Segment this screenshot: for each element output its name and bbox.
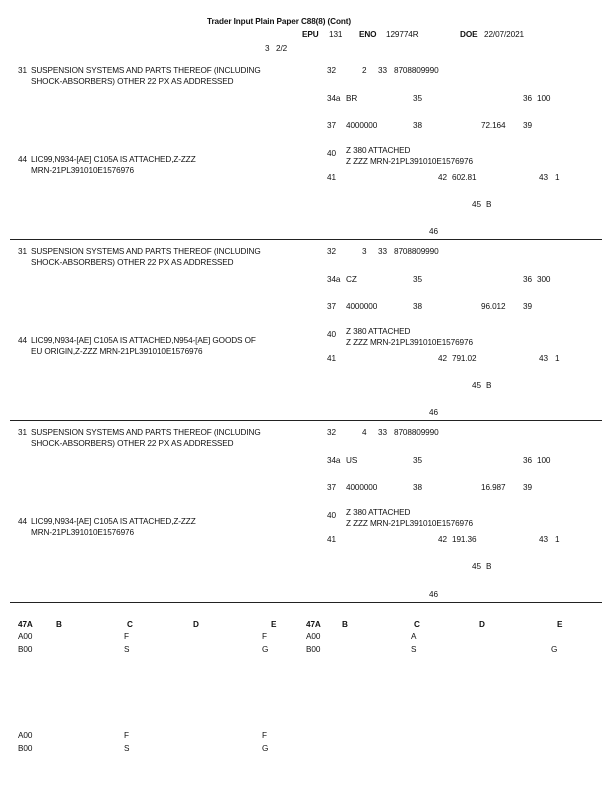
tax-type-code: A00 (18, 632, 33, 641)
tax-method-code: F (262, 632, 267, 641)
tax-right-header-b: B (342, 620, 348, 629)
tax-method-code: G (262, 744, 269, 753)
box43-label: 43 (539, 354, 548, 363)
tax-right-header-e: E (557, 620, 563, 629)
adjustment-code: B (486, 381, 492, 390)
box46-label: 46 (429, 408, 438, 417)
goods-description-line1: SUSPENSION SYSTEMS AND PARTS THEREOF (INCLUDING (31, 66, 261, 75)
eno-label: ENO (359, 30, 377, 39)
commodity-code: 8708809990 (394, 66, 439, 75)
box32-label: 32 (327, 66, 336, 75)
box39-label: 39 (523, 483, 532, 492)
box43-label: 43 (539, 535, 548, 544)
item-number: 4 (362, 428, 367, 437)
valuation-method: 1 (555, 354, 560, 363)
box36-label: 36 (523, 94, 532, 103)
box37-label: 37 (327, 121, 336, 130)
net-mass: 96.012 (481, 302, 506, 311)
goods-description-line1: SUSPENSION SYSTEMS AND PARTS THEREOF (INCLUDING (31, 247, 261, 256)
box35-label: 35 (413, 275, 422, 284)
box43-label: 43 (539, 173, 548, 182)
box31-label: 31 (18, 66, 27, 75)
goods-description-line2: SHOCK-ABSORBERS) OTHER 22 PX AS ADDRESSED (31, 439, 234, 448)
box42-label: 42 (438, 354, 447, 363)
net-mass: 72.164 (481, 121, 506, 130)
tax-type-code: B00 (306, 645, 321, 654)
box34a-label: 34a (327, 275, 341, 284)
document-title: Trader Input Plain Paper C88(8) (Cont) (207, 17, 352, 26)
item-number: 3 (362, 247, 367, 256)
valuation-method: 1 (555, 173, 560, 182)
tax-type-code: A00 (306, 632, 321, 641)
tax-base-code: A (411, 632, 417, 641)
box36-label: 36 (523, 456, 532, 465)
page-number: 3 (265, 44, 270, 53)
box39-label: 39 (523, 121, 532, 130)
item-number: 2 (362, 66, 367, 75)
item-price: 191.36 (452, 535, 477, 544)
additional-info-line1: LIC99,N934-[AE] C105A IS ATTACHED,Z-ZZZ (31, 517, 196, 526)
tax-right-header-c: C (414, 620, 420, 629)
box40-label: 40 (327, 511, 336, 520)
epu-label: EPU (302, 30, 319, 39)
doe-value: 22/07/2021 (484, 30, 524, 39)
doe-label: DOE (460, 30, 478, 39)
box37-label: 37 (327, 302, 336, 311)
box38-label: 38 (413, 121, 422, 130)
tax-right-header-d: D (479, 620, 485, 629)
goods-description-line1: SUSPENSION SYSTEMS AND PARTS THEREOF (INCLUDING (31, 428, 261, 437)
additional-info-line2: EU ORIGIN,Z-ZZZ MRN-21PL391010E1576976 (31, 347, 203, 356)
box42-label: 42 (438, 173, 447, 182)
goods-description-line2: SHOCK-ABSORBERS) OTHER 22 PX AS ADDRESSED (31, 77, 234, 86)
box34a-label: 34a (327, 456, 341, 465)
eno-value: 129774R (386, 30, 419, 39)
box44-label: 44 (18, 336, 27, 345)
tax-method-code: G (551, 645, 558, 654)
box46-label: 46 (429, 227, 438, 236)
origin-country: CZ (346, 275, 357, 284)
box41-label: 41 (327, 354, 336, 363)
box34a-label: 34a (327, 94, 341, 103)
tax-base-code: F (124, 731, 129, 740)
item-price: 791.02 (452, 354, 477, 363)
valuation-method: 1 (555, 535, 560, 544)
previous-document-line2: Z ZZZ MRN-21PL391010E1576976 (346, 519, 473, 528)
box45-label: 45 (472, 200, 481, 209)
commodity-code: 8708809990 (394, 247, 439, 256)
origin-country: US (346, 456, 358, 465)
item-block (0, 362, 612, 542)
box41-label: 41 (327, 173, 336, 182)
previous-document-line2: Z ZZZ MRN-21PL391010E1576976 (346, 157, 473, 166)
box42-label: 42 (438, 535, 447, 544)
preference-code: 100 (537, 94, 551, 103)
previous-document-line1: Z 380 ATTACHED (346, 508, 411, 517)
box32-label: 32 (327, 247, 336, 256)
box41-label: 41 (327, 535, 336, 544)
cpc-code: 4000000 (346, 302, 378, 311)
tax-right-header-47a: 47A (306, 620, 321, 629)
additional-info-line1: LIC99,N934-[AE] C105A IS ATTACHED,Z-ZZZ (31, 155, 196, 164)
item-block (0, 0, 612, 180)
tax-method-code: F (262, 731, 267, 740)
tax-base-code: S (411, 645, 417, 654)
additional-info-line2: MRN-21PL391010E1576976 (31, 528, 134, 537)
box40-label: 40 (327, 149, 336, 158)
tax-left-header-d: D (193, 620, 199, 629)
tax-base-code: F (124, 632, 129, 641)
box33-label: 33 (378, 247, 387, 256)
box45-label: 45 (472, 381, 481, 390)
box46-label: 46 (429, 590, 438, 599)
preference-code: 100 (537, 456, 551, 465)
item-block (0, 181, 612, 361)
tax-left-header-47a: 47A (18, 620, 33, 629)
tax-method-code: G (262, 645, 269, 654)
tax-base-code: S (124, 744, 130, 753)
epu-value: 131 (329, 30, 343, 39)
tax-left-header-e: E (271, 620, 277, 629)
tax-type-code: B00 (18, 744, 33, 753)
box36-label: 36 (523, 275, 532, 284)
box35-label: 35 (413, 456, 422, 465)
commodity-code: 8708809990 (394, 428, 439, 437)
net-mass: 16.987 (481, 483, 506, 492)
item-price: 602.81 (452, 173, 477, 182)
tax-base-code: S (124, 645, 130, 654)
box35-label: 35 (413, 94, 422, 103)
tax-left-header-b: B (56, 620, 62, 629)
box44-label: 44 (18, 517, 27, 526)
page-of: 2/2 (276, 44, 288, 53)
additional-info-line2: MRN-21PL391010E1576976 (31, 166, 134, 175)
box40-label: 40 (327, 330, 336, 339)
box44-label: 44 (18, 155, 27, 164)
box31-label: 31 (18, 247, 27, 256)
previous-document-line1: Z 380 ATTACHED (346, 327, 411, 336)
additional-info-line1: LIC99,N934-[AE] C105A IS ATTACHED,N954-[AE] GOODS OF (31, 336, 256, 345)
tax-type-code: B00 (18, 645, 33, 654)
box45-label: 45 (472, 562, 481, 571)
tax-section-divider (10, 602, 602, 603)
cpc-code: 4000000 (346, 121, 378, 130)
box39-label: 39 (523, 302, 532, 311)
previous-document-line2: Z ZZZ MRN-21PL391010E1576976 (346, 338, 473, 347)
box33-label: 33 (378, 66, 387, 75)
box33-label: 33 (378, 428, 387, 437)
preference-code: 300 (537, 275, 551, 284)
adjustment-code: B (486, 200, 492, 209)
box38-label: 38 (413, 302, 422, 311)
box38-label: 38 (413, 483, 422, 492)
box31-label: 31 (18, 428, 27, 437)
previous-document-line1: Z 380 ATTACHED (346, 146, 411, 155)
goods-description-line2: SHOCK-ABSORBERS) OTHER 22 PX AS ADDRESSED (31, 258, 234, 267)
box32-label: 32 (327, 428, 336, 437)
cpc-code: 4000000 (346, 483, 378, 492)
adjustment-code: B (486, 562, 492, 571)
box37-label: 37 (327, 483, 336, 492)
tax-type-code: A00 (18, 731, 33, 740)
origin-country: BR (346, 94, 358, 103)
tax-left-header-c: C (127, 620, 133, 629)
